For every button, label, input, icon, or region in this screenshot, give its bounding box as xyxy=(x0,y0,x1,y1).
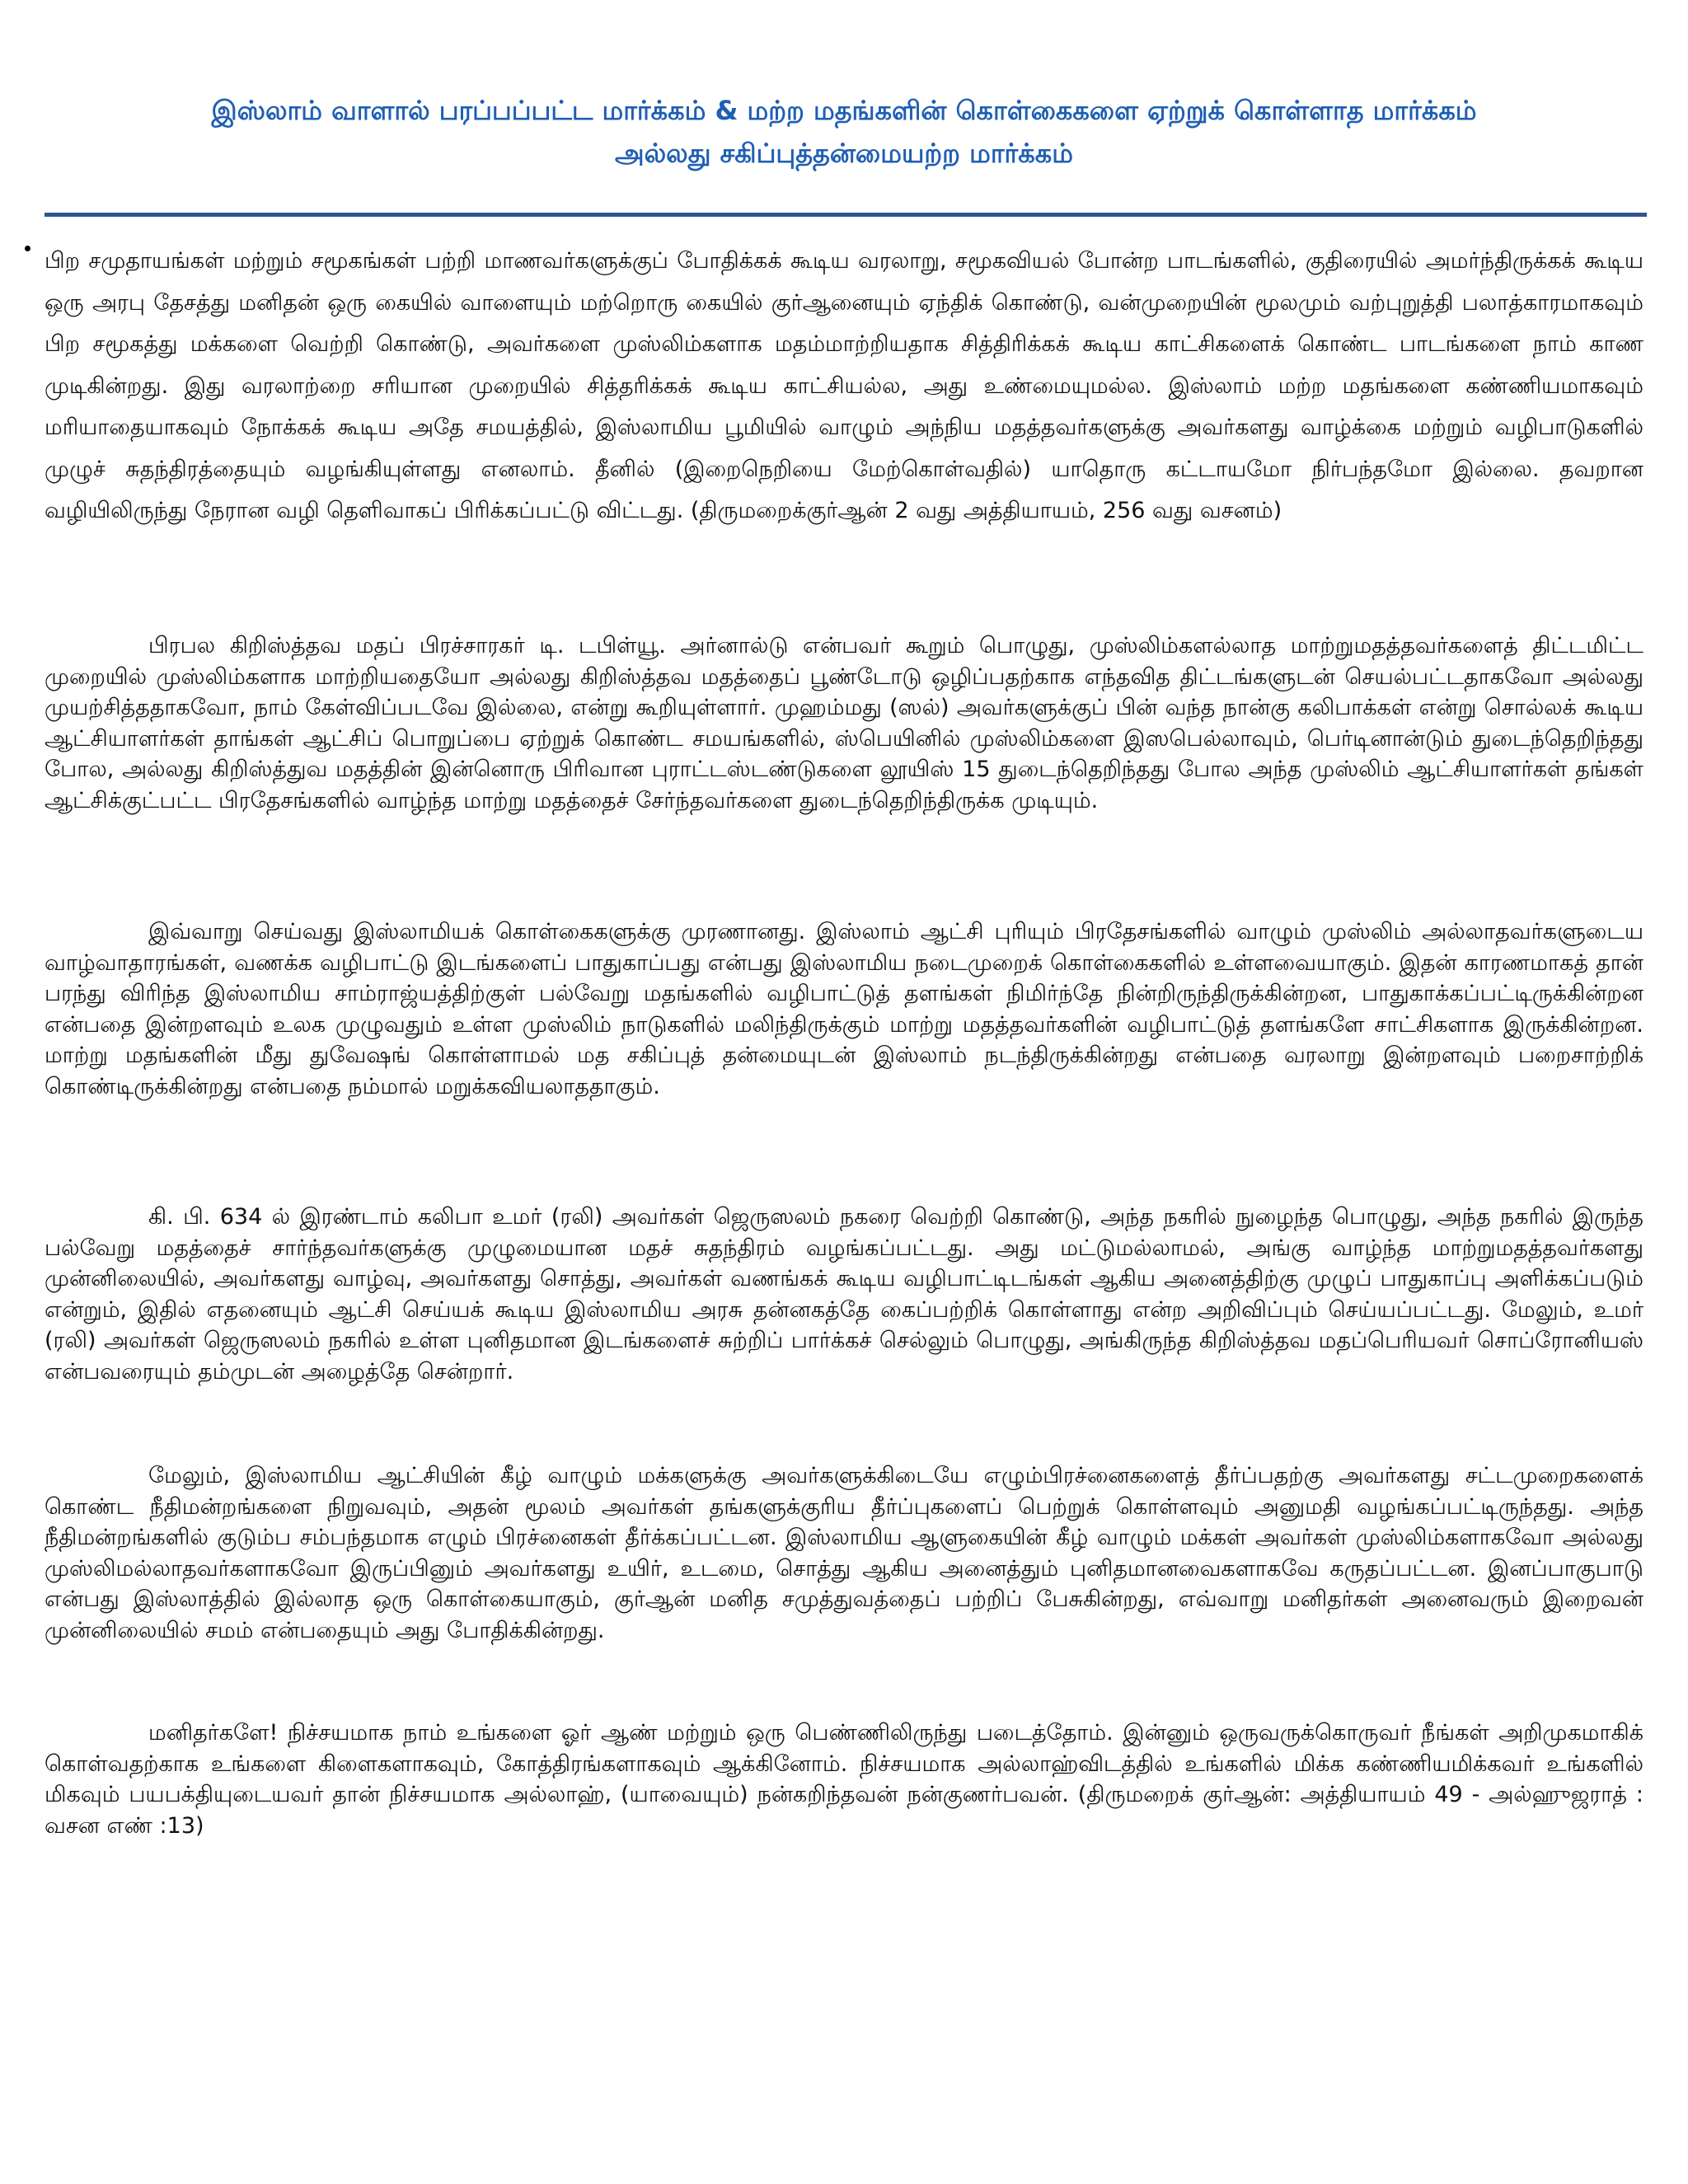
bullet-dot-icon xyxy=(25,246,30,251)
paragraph-intro: பிற சமுதாயங்கள் மற்றும் சமூகங்கள் பற்றி மாணவர்களுக்குப் போதிக்கக் கூடிய வரலாறு, சமூகவியல் போன்ற பாடங்களில், குதிரையில் அமர்ந்திருக்கக் கூடிய ஒரு அரபு தேசத்து மனிதன் ஒரு கையில் வாளையும் மற்றொரு கையில் குர்ஆனையும் ஏந்திக் கொண்டு, வன்முறையின் மூலமும் வற்புறுத்தி பலாத்காரமாகவும் பிற சமூகத்து மக்களை வெற்றி கொண்டு, அவர்களை முஸ்லிம்களாக மதம்மாற்றியதாக சித்திரிக்கக் கூடிய காட்சிகளைக் கொண்ட பாடங்களை நாம் காண முடிகின்றது. இது வரலாற்றை சரியான முறையில் சித்தரிக்கக் கூடிய காட்சியல்ல, அது உண்மையுமல்ல. இஸ்லாம் மற்ற மதங்களை கண்ணியமாகவும் மரியாதையாகவும் நோக்கக் கூடிய அதே சமயத்தில், இஸ்லாமிய பூமியில் வாழும் அந்நிய மதத்தவர்களுக்கு அவர்களது வாழ்க்கை மற்றும் வழிபாடுகளில் முழுச் சுதந்திரத்தையும் வழங்கியுள்ளது எனலாம். தீனில் (இறைநெறியை மேற்கொள்வதில்) யாதொரு கட்டாயமோ நிர்பந்தமோ இல்லை. தவறான வழியிலிருந்து நேரான வழி தெளிவாகப் பிரிக்கப்பட்டு விட்டது. (திருமறைக்குர்ஆன் 2 வது அத்தியாயம், 256 வது வசனம்) xyxy=(45,248,1643,523)
title-line-1: இஸ்லாம் வாளால் பரப்பப்பட்ட மார்க்கம் & மற்ற மதங்களின் கொள்கைகளை ஏற்றுக் கொள்ளாத மார்க்கம் xyxy=(211,95,1477,126)
document-title xyxy=(49,89,1639,175)
paragraph-quran-verse: மனிதர்களே! நிச்சயமாக நாம் உங்களை ஓர் ஆண் மற்றும் ஒரு பெண்ணிலிருந்து படைத்தோம். இன்னும் ஒருவருக்கொருவர் நீங்கள் அறிமுகமாகிக் கொள்வதற்காக உங்களை கிளைகளாகவும், கோத்திரங்களாகவும் ஆக்கினோம். நிச்சயமாக அல்லாஹ்விடத்தில் உங்களில் மிக்க கண்ணியமிக்கவர் உங்களில் மிகவும் பயபக்தியுடையவர் தான் நிச்சயமாக அல்லாஹ், (யாவையும்) நன்கறிந்தவன் நன்குணர்பவன். (திருமறைக் குர்ஆன்: அத்தியாயம் 49 - அல்ஹுஜராத் : வசன எண் :13) xyxy=(45,1720,1643,1839)
title-divider xyxy=(45,213,1647,217)
paragraph-courts: மேலும், இஸ்லாமிய ஆட்சியின் கீழ் வாழும் மக்களுக்கு அவர்களுக்கிடையே எழும்பிரச்னைகளைத் தீர்ப்பதற்கு அவர்களது சட்டமுறைகளைக் கொண்ட நீதிமன்றங்களை நிறுவவும், அதன் மூலம் அவர்கள் தங்களுக்குரிய தீர்ப்புகளைப் பெற்றுக் கொள்ளவும் அனுமதி வழங்கப்பட்டிருந்தது. அந்த நீதிமன்றங்களில் குடும்ப சம்பந்தமாக எழும் பிரச்னைகள் தீர்க்கப்பட்டன. இஸ்லாமிய ஆளுகையின் கீழ் வாழும் மக்கள் அவர்கள் முஸ்லிம்களாகவோ அல்லது முஸ்லிமல்லாதவர்களாகவோ இருப்பினும் அவர்களது உயிர், உடமை, சொத்து ஆகிய அனைத்தும் புனிதமானவைகளாகவே கருதப்பட்டன. இனப்பாகுபாடு என்பது இஸ்லாத்தில் இல்லாத ஒரு கொள்கையாகும், குர்ஆன் மனித சமுத்துவத்தைப் பற்றிப் பேசுகின்றது, எவ்வாறு மனிதர்கள் அனைவரும் இறைவன் முன்னிலையில் சமம் என்பதையும் அது போதிக்கின்றது. xyxy=(45,1463,1643,1643)
title-line-2: அல்லது சகிப்புத்தன்மையற்ற மார்க்கம் xyxy=(615,138,1073,169)
paragraph-jerusalem: கி. பி. 634 ல் இரண்டாம் கலிபா உமர் (ரலி) அவர்கள் ஜெருஸலம் நகரை வெற்றி கொண்டு, அந்த நகரில் நுழைந்த பொழுது, அந்த நகரில் இருந்த பல்வேறு மதத்தைச் சார்ந்தவர்களுக்கு முழுமையான மதச் சுதந்திரம் வழங்கப்பட்டது. அது மட்டுமல்லாமல், அங்கு வாழ்ந்த மாற்றுமதத்தவர்களது முன்னிலையில், அவர்களது வாழ்வு, அவர்களது சொத்து, அவர்கள் வணங்கக் கூடிய வழிபாட்டிடங்கள் ஆகிய அனைத்திற்கு முழுப் பாதுகாப்பு அளிக்கப்படும் என்றும், இதில் எதனையும் ஆட்சி செய்யக் கூடிய இஸ்லாமிய அரசு தன்னகத்தே கைப்பற்றிக் கொள்ளாது என்ற அறிவிப்பும் செய்யப்பட்டது. மேலும், உமர் (ரலி) அவர்கள் ஜெருஸலம் நகரில் உள்ள புனிதமான இடங்களைச் சுற்றிப் பார்க்கச் செல்லும் பொழுது, அங்கிருந்த கிறிஸ்த்தவ மதப்பெரியவர் சொப்ரோனியஸ் என்பவரையும் தம்முடன் அழைத்தே சென்றார். xyxy=(45,1204,1643,1385)
paragraph-protection: இவ்வாறு செய்வது இஸ்லாமியக் கொள்கைகளுக்கு முரணானது. இஸ்லாம் ஆட்சி புரியும் பிரதேசங்களில் வாழும் முஸ்லிம் அல்லாதவர்களுடைய வாழ்வாதாரங்கள், வணக்க வழிபாட்டு இடங்களைப் பாதுகாப்பது என்பது இஸ்லாமிய நடைமுறைக் கொள்கைகளில் உள்ளவையாகும். இதன் காரணமாகத் தான் பரந்து விரிந்த இஸ்லாமிய சாம்ராஜ்யத்திற்குள் பல்வேறு மதங்களில் வழிபாட்டுத் தளங்கள் நிமிர்ந்தே நின்றிருந்திருக்கின்றன, பாதுகாக்கப்பட்டிருக்கின்றன என்பதை இன்றளவும் உலக முழுவதும் உள்ள முஸ்லிம் நாடுகளில் மலிந்திருக்கும் மாற்று மதத்தவர்களின் வழிபாட்டுத் தளங்களே சாட்சிகளாக இருக்கின்றன. மாற்று மதங்களின் மீது துவேஷங் கொள்ளாமல் மத சகிப்புத் தன்மையுடன் இஸ்லாம் நடந்திருக்கின்றது என்பதை வரலாறு இன்றளவும் பறைசாற்றிக் கொண்டிருக்கின்றது என்பதை நம்மால் மறுக்கவியலாததாகும். xyxy=(45,919,1643,1099)
paragraph-arnold: பிரபல கிறிஸ்த்தவ மதப் பிரச்சாரகர் டி. டபிள்யூ. அர்னால்டு என்பவர் கூறும் பொழுது, முஸ்லிம்களல்லாத மாற்றுமதத்தவர்களைத் திட்டமிட்ட முறையில் முஸ்லிம்களாக மாற்றியதையோ அல்லது கிறிஸ்த்தவ மதத்தைப் பூண்டோடு ஒழிப்பதற்காக எந்தவித திட்டங்களுடன் செயல்பட்டதாகவோ அல்லது முயற்சித்ததாகவோ, நாம் கேள்விப்படவே இல்லை, என்று கூறியுள்ளார். முஹம்மது (ஸல்) அவர்களுக்குப் பின் வந்த நான்கு கலிபாக்கள் என்று சொல்லக் கூடிய ஆட்சியாளர்கள் தாங்கள் ஆட்சிப் பொறுப்பை ஏற்றுக் கொண்ட சமயங்களில், ஸ்பெயினில் முஸ்லிம்களை இஸபெல்லாவும், பெர்டினான்டும் துடைந்தெறிந்தது போல, அல்லது கிறிஸ்த்துவ மதத்தின் இன்னொரு பிரிவான புராட்டஸ்டண்டுகளை லூயிஸ் 15 துடைந்தெறிந்தது போல அந்த முஸ்லிம் ஆட்சியாளர்கள் தங்கள் ஆட்சிக்குட்பட்ட பிரதேசங்களில் வாழ்ந்த மாற்று மதத்தைச் சேர்ந்தவர்களை துடைந்தெறிந்திருக்க முடியும். xyxy=(45,633,1643,813)
